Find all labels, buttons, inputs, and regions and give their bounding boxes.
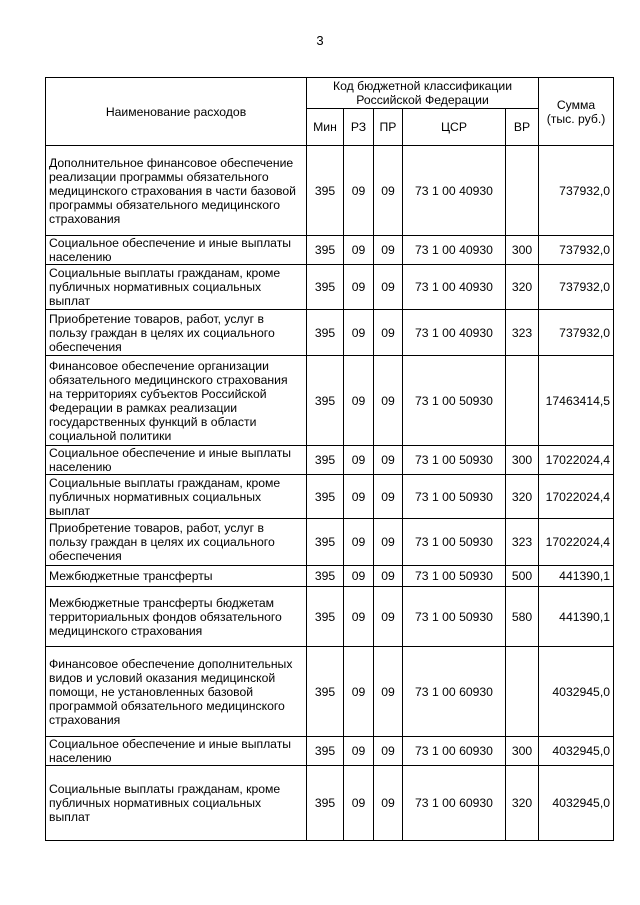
table-header bbox=[46, 78, 614, 146]
cell-sum: 17022024,4 bbox=[539, 475, 614, 519]
table-row bbox=[46, 446, 614, 475]
cell-name: Социальное обеспечение и иные выплаты населению bbox=[46, 236, 307, 265]
cell-sum: 4032945,0 bbox=[539, 737, 614, 766]
table-row bbox=[46, 566, 614, 587]
column-header-name: Наименование расходов bbox=[46, 78, 307, 146]
cell-sum: 4032945,0 bbox=[539, 647, 614, 737]
cell-name: Социальное обеспечение и иные выплаты населению bbox=[46, 737, 307, 766]
cell-pr: 09 bbox=[374, 647, 403, 737]
cell-min: 395 bbox=[307, 356, 344, 446]
cell-min: 395 bbox=[307, 587, 344, 647]
cell-rz: 09 bbox=[344, 356, 374, 446]
cell-csr: 73 1 00 40930 bbox=[403, 236, 506, 265]
cell-rz: 09 bbox=[344, 236, 374, 265]
cell-min: 395 bbox=[307, 146, 344, 236]
cell-sum: 17022024,4 bbox=[539, 519, 614, 566]
cell-vr: 320 bbox=[506, 265, 539, 310]
cell-name: Социальные выплаты гражданам, кроме публичных нормативных социальных выплат bbox=[46, 265, 307, 310]
cell-rz: 09 bbox=[344, 146, 374, 236]
cell-name: Финансовое обеспечение дополнительных видов и условий оказания медицинской помощи, не установленных базовой программой обязательного медицинского страхования bbox=[46, 647, 307, 737]
cell-csr: 73 1 00 50930 bbox=[403, 519, 506, 566]
cell-min: 395 bbox=[307, 265, 344, 310]
cell-sum: 17022024,4 bbox=[539, 446, 614, 475]
budget-table bbox=[45, 77, 614, 841]
column-header-pr: ПР bbox=[374, 109, 403, 146]
cell-csr: 73 1 00 50930 bbox=[403, 356, 506, 446]
cell-name: Межбюджетные трансферты бюджетам территориальных фондов обязательного медицинского страхования bbox=[46, 587, 307, 647]
cell-csr: 73 1 00 50930 bbox=[403, 446, 506, 475]
cell-csr: 73 1 00 40930 bbox=[403, 265, 506, 310]
table-body bbox=[46, 146, 614, 841]
cell-rz: 09 bbox=[344, 519, 374, 566]
cell-sum: 441390,1 bbox=[539, 587, 614, 647]
cell-rz: 09 bbox=[344, 647, 374, 737]
cell-name: Приобретение товаров, работ, услуг в пользу граждан в целях их социального обеспечения bbox=[46, 310, 307, 356]
cell-name: Социальное обеспечение и иные выплаты населению bbox=[46, 446, 307, 475]
cell-rz: 09 bbox=[344, 566, 374, 587]
cell-sum: 737932,0 bbox=[539, 310, 614, 356]
cell-pr: 09 bbox=[374, 519, 403, 566]
cell-pr: 09 bbox=[374, 356, 403, 446]
cell-vr: 323 bbox=[506, 519, 539, 566]
cell-name: Социальные выплаты гражданам, кроме публичных нормативных социальных выплат bbox=[46, 766, 307, 841]
page-number: 3 bbox=[316, 33, 324, 48]
cell-sum: 737932,0 bbox=[539, 265, 614, 310]
cell-csr: 73 1 00 50930 bbox=[403, 475, 506, 519]
cell-min: 395 bbox=[307, 236, 344, 265]
cell-csr: 73 1 00 40930 bbox=[403, 310, 506, 356]
cell-pr: 09 bbox=[374, 475, 403, 519]
cell-pr: 09 bbox=[374, 587, 403, 647]
cell-sum: 441390,1 bbox=[539, 566, 614, 587]
cell-vr: 323 bbox=[506, 310, 539, 356]
cell-sum: 737932,0 bbox=[539, 146, 614, 236]
cell-pr: 09 bbox=[374, 146, 403, 236]
table-row bbox=[46, 310, 614, 356]
cell-vr: 500 bbox=[506, 566, 539, 587]
table-row bbox=[46, 587, 614, 647]
table-row bbox=[46, 737, 614, 766]
cell-rz: 09 bbox=[344, 265, 374, 310]
cell-csr: 73 1 00 50930 bbox=[403, 566, 506, 587]
cell-min: 395 bbox=[307, 519, 344, 566]
cell-csr: 73 1 00 50930 bbox=[403, 587, 506, 647]
cell-pr: 09 bbox=[374, 236, 403, 265]
cell-pr: 09 bbox=[374, 766, 403, 841]
cell-pr: 09 bbox=[374, 737, 403, 766]
table-row bbox=[46, 647, 614, 737]
cell-min: 395 bbox=[307, 310, 344, 356]
cell-pr: 09 bbox=[374, 446, 403, 475]
cell-name: Социальные выплаты гражданам, кроме публичных нормативных социальных выплат bbox=[46, 475, 307, 519]
cell-sum: 737932,0 bbox=[539, 236, 614, 265]
cell-sum: 17463414,5 bbox=[539, 356, 614, 446]
table-row bbox=[46, 236, 614, 265]
cell-min: 395 bbox=[307, 766, 344, 841]
cell-pr: 09 bbox=[374, 566, 403, 587]
cell-rz: 09 bbox=[344, 446, 374, 475]
cell-csr: 73 1 00 40930 bbox=[403, 146, 506, 236]
table-row bbox=[46, 356, 614, 446]
cell-rz: 09 bbox=[344, 310, 374, 356]
table-row bbox=[46, 475, 614, 519]
cell-rz: 09 bbox=[344, 766, 374, 841]
column-header-sum: Сумма (тыс. руб.) bbox=[539, 78, 614, 146]
column-header-code-group: Код бюджетной классификации Российской Федерации bbox=[307, 78, 539, 109]
table-row bbox=[46, 265, 614, 310]
cell-min: 395 bbox=[307, 475, 344, 519]
cell-vr bbox=[506, 647, 539, 737]
header-row-top bbox=[46, 78, 614, 109]
cell-rz: 09 bbox=[344, 475, 374, 519]
cell-name: Дополнительное финансовое обеспечение реализации программы обязательного медицинского страхования в части базовой программы обязательного медицинского страхования bbox=[46, 146, 307, 236]
cell-vr: 580 bbox=[506, 587, 539, 647]
cell-min: 395 bbox=[307, 566, 344, 587]
cell-rz: 09 bbox=[344, 737, 374, 766]
cell-vr bbox=[506, 356, 539, 446]
column-header-rz: РЗ bbox=[344, 109, 374, 146]
cell-name: Межбюджетные трансферты bbox=[46, 566, 307, 587]
cell-vr: 300 bbox=[506, 446, 539, 475]
cell-vr: 320 bbox=[506, 475, 539, 519]
cell-rz: 09 bbox=[344, 587, 374, 647]
cell-pr: 09 bbox=[374, 310, 403, 356]
cell-vr: 300 bbox=[506, 737, 539, 766]
cell-csr: 73 1 00 60930 bbox=[403, 737, 506, 766]
cell-pr: 09 bbox=[374, 265, 403, 310]
table-row bbox=[46, 519, 614, 566]
cell-vr bbox=[506, 146, 539, 236]
column-header-vr: ВР bbox=[506, 109, 539, 146]
table-row bbox=[46, 146, 614, 236]
cell-csr: 73 1 00 60930 bbox=[403, 766, 506, 841]
cell-name: Приобретение товаров, работ, услуг в пользу граждан в целях их социального обеспечения bbox=[46, 519, 307, 566]
column-header-csr: ЦСР bbox=[403, 109, 506, 146]
cell-vr: 300 bbox=[506, 236, 539, 265]
cell-vr: 320 bbox=[506, 766, 539, 841]
cell-min: 395 bbox=[307, 737, 344, 766]
column-header-min: Мин bbox=[307, 109, 344, 146]
cell-csr: 73 1 00 60930 bbox=[403, 647, 506, 737]
cell-sum: 4032945,0 bbox=[539, 766, 614, 841]
cell-min: 395 bbox=[307, 446, 344, 475]
table-row bbox=[46, 766, 614, 841]
cell-min: 395 bbox=[307, 647, 344, 737]
cell-name: Финансовое обеспечение организации обязательного медицинского страхования на территориях субъектов Российской Федерации в рамках реализации государственных функций в области социальной политики bbox=[46, 356, 307, 446]
